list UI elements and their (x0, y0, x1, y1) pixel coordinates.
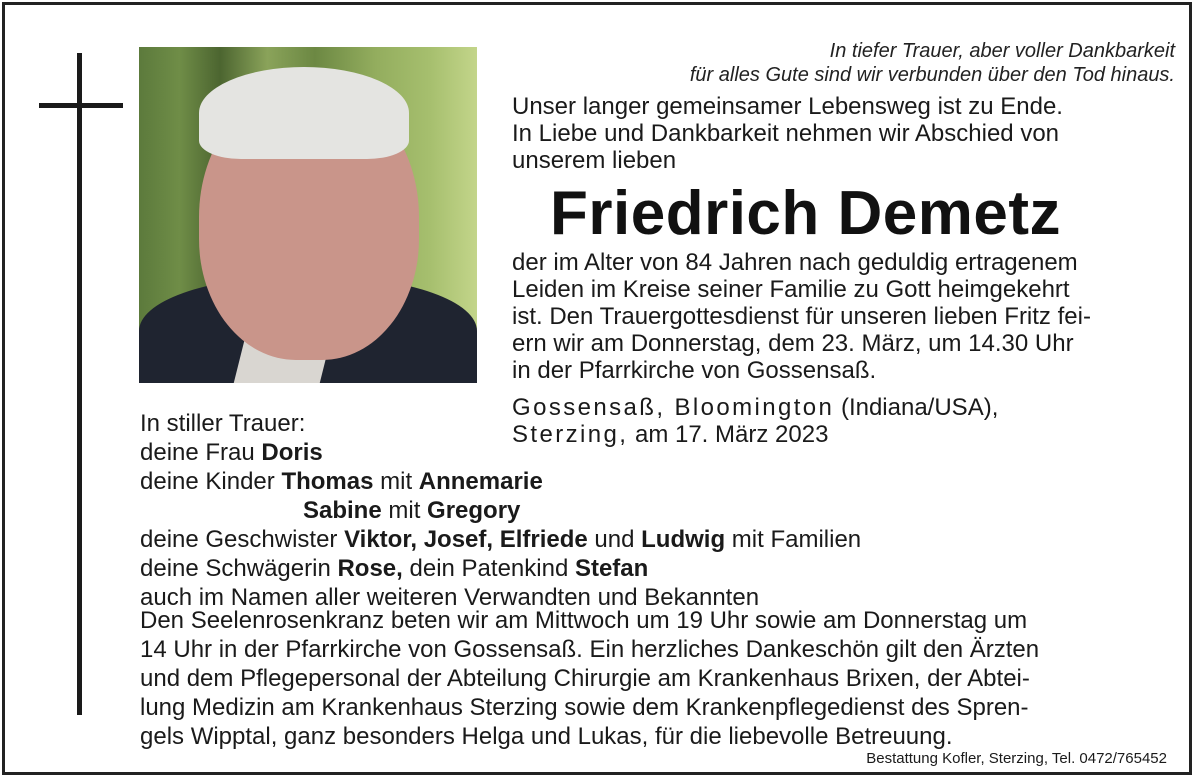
header-quote (513, 39, 1175, 87)
mourners-intro: In stiller Trauer: (140, 410, 306, 437)
child-name-1: Thomas (281, 468, 374, 495)
body-line-3: ist. Den Trauergottesdienst für unseren lieben Fritz fei- (512, 303, 1091, 330)
intro-line-1: Unser langer gemeinsamer Lebensweg ist zu Ende. (512, 93, 1063, 120)
siblings-suffix: mit Familien (725, 526, 862, 553)
closing-line-2: 14 Uhr in der Pfarrkirche von Gossensaß. Ein herzliches Dankeschön gilt den Ärzten (140, 636, 1040, 663)
portrait-photo (139, 47, 477, 383)
place-city: Sterzing, (512, 421, 629, 448)
body-line-5: in der Pfarrkirche von Gossensaß. (512, 357, 877, 384)
with-word-2: mit (381, 497, 428, 524)
wife-name: Doris (261, 439, 323, 466)
obituary-frame (2, 2, 1192, 775)
wife-label: deine Frau (140, 439, 262, 466)
mourner-inlaw (140, 554, 1190, 583)
announcement-text (512, 249, 1182, 384)
cross-icon (77, 53, 82, 715)
intro-text (512, 93, 1192, 174)
godchild-label: dein Patenkind (402, 555, 575, 582)
closing-text (140, 606, 1180, 751)
mourner-wife (140, 438, 1190, 467)
mourner-siblings (140, 525, 1190, 554)
partner-name-1: Annemarie (418, 468, 543, 495)
place-cities: Gossensaß, Bloomington (512, 394, 835, 421)
partner-name-2: Gregory (427, 497, 521, 524)
sisterinlaw-name: Rose, (337, 555, 403, 582)
mourner-children (140, 467, 1190, 496)
body-line-2: Leiden im Kreise seiner Familie zu Gott heimgekehrt (512, 276, 1070, 303)
place-region: (Indiana/USA), (834, 394, 999, 421)
funeral-home-credit: Bestattung Kofler, Sterzing, Tel. 0472/765452 (866, 750, 1167, 767)
mourner-children-2 (140, 496, 1190, 525)
closing-line-5: gels Wipptal, ganz besonders Helga und Lukas, für die liebevolle Betreuung. (140, 723, 953, 750)
sisterinlaw-label: deine Schwägerin (140, 555, 338, 582)
children-label: deine Kinder (140, 468, 282, 495)
body-line-4: ern wir am Donnerstag, dem 23. März, um 14.30 Uhr (512, 330, 1074, 357)
mourner-relatives: auch im Namen aller weiteren Verwandten und Bekannten (140, 584, 760, 611)
place-date-text: am 17. März 2023 (628, 421, 829, 448)
portrait-hair (199, 67, 409, 159)
sibling-names: Viktor, Josef, Elfriede (344, 526, 588, 553)
intro-line-3: unserem lieben (512, 147, 677, 174)
closing-line-4: lung Medizin am Krankenhaus Sterzing sowie dem Krankenpflegedienst des Spren- (140, 694, 1029, 721)
body-line-1: der im Alter von 84 Jahren nach geduldig ertragenem (512, 249, 1078, 276)
mourners-list (140, 409, 1190, 612)
closing-line-1: Den Seelenrosenkranz beten wir am Mittwoch um 19 Uhr sowie am Donnerstag um (140, 607, 1028, 634)
header-line-2: für alles Gute sind wir verbunden über den Tod hinaus. (689, 64, 1175, 86)
and-word: und (587, 526, 642, 553)
header-line-1: In tiefer Trauer, aber voller Dankbarkeit (829, 40, 1175, 62)
siblings-label: deine Geschwister (140, 526, 345, 553)
godchild-name: Stefan (574, 555, 649, 582)
closing-line-3: und dem Pflegepersonal der Abteilung Chirurgie am Krankenhaus Brixen, der Abtei- (140, 665, 1030, 692)
with-word-1: mit (373, 468, 419, 495)
child-name-2: Sabine (303, 497, 382, 524)
cross-bar (39, 103, 123, 108)
sibling-last-name: Ludwig (641, 526, 726, 553)
intro-line-2: In Liebe und Dankbarkeit nehmen wir Abschied von (512, 120, 1060, 147)
deceased-name: Friedrich Demetz (550, 179, 1062, 248)
